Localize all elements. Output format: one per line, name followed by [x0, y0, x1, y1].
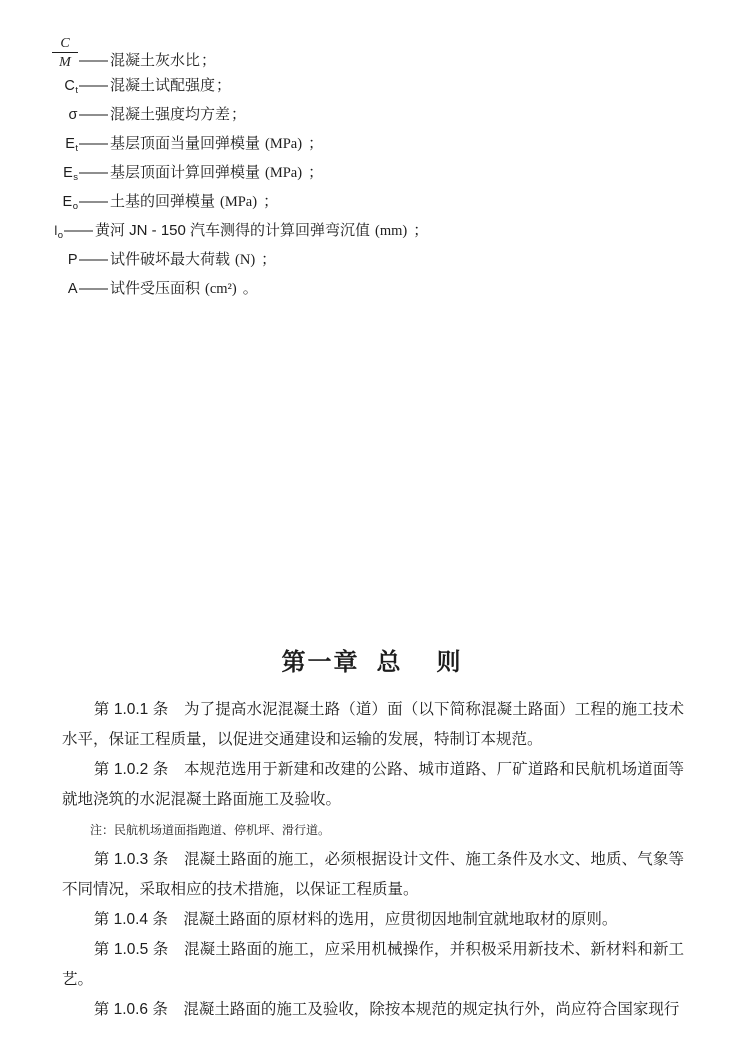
symbol-row-ct: [48, 71, 704, 100]
article-note: 注：民航机场道面指跑道、停机坪、滑行道。: [90, 823, 331, 837]
chapter-title-word-2: 则: [436, 649, 463, 676]
symbol-row-a: [48, 274, 704, 303]
symbol-unit: (cm²): [205, 281, 237, 297]
article-1-0-6: 第 1.0.6 条 混凝土路面的施工及验收，除按本规范的规定执行外，尚应符合国家现行: [93, 1001, 680, 1018]
em-dash: ——: [79, 77, 107, 94]
symbol-subscript: t: [75, 85, 78, 96]
symbol-row-es: [48, 158, 704, 187]
symbol-description: 基层顶面计算回弹模量: [110, 164, 261, 181]
symbol-unit: (mm): [375, 223, 408, 239]
em-dash: ——: [79, 280, 107, 297]
symbol-letter: A: [67, 281, 78, 297]
article-1-0-1: 第 1.0.1 条 为了提高水泥混凝土路（道）面（以下简称混凝土路面）工程的施工技术水平，保证工程质量，以促进交通建设和运输的发展，特制订本规范。: [62, 701, 684, 748]
symbol-subscript: s: [73, 172, 78, 183]
chapter-number: 第一章: [281, 649, 360, 676]
symbol-description: 基层顶面当量回弹模量: [110, 135, 261, 152]
symbol-punctuation: ；: [231, 106, 247, 123]
chapter-title-word-1: 总: [376, 649, 403, 676]
symbol-punctuation: 。: [242, 280, 258, 297]
symbol-letter: E: [62, 194, 73, 210]
em-dash: ——: [79, 193, 107, 210]
symbol-cell: [48, 275, 78, 304]
symbol-letter: l: [54, 223, 58, 238]
articles-section: [62, 695, 684, 1025]
em-dash: ——: [79, 135, 107, 152]
symbol-row-cm: [48, 24, 704, 71]
symbol-description: 试件破坏最大荷载: [110, 251, 231, 268]
symbol-unit: (N): [235, 252, 256, 268]
chapter-heading: [0, 642, 744, 677]
symbol-subscript: t: [75, 143, 78, 154]
symbol-subscript: o: [72, 201, 78, 212]
symbol-cell: [48, 36, 78, 71]
symbol-description: 混凝土灰水比: [110, 52, 201, 69]
article-1-0-5: 第 1.0.5 条 混凝土路面的施工，应采用机械操作，并积极采用新技术、新材料和新工艺。: [62, 941, 684, 988]
symbol-cell: [48, 246, 78, 275]
symbol-description: 黄河 JN - 150 汽车测得的计算回弹弯沉值: [95, 222, 371, 239]
symbol-unit: (MPa): [265, 136, 303, 152]
article-1-0-3: 第 1.0.3 条 混凝土路面的施工，必须根据设计文件、施工条件及水文、地质、气象等不同情况，采取相应的技术措施，以保证工程质量。: [62, 851, 684, 898]
article-1-0-2: 第 1.0.2 条 本规范选用于新建和改建的公路、城市道路、厂矿道路和民航机场道面等就地浇筑的水泥混凝土路面施工及验收。: [62, 761, 684, 808]
symbol-description: 土基的回弹模量: [110, 193, 216, 210]
symbol-row-et: [48, 129, 704, 158]
symbol-punctuation: ；: [263, 193, 279, 210]
symbol-punctuation: ；: [413, 222, 429, 239]
symbol-cell: [48, 188, 78, 218]
symbol-punctuation: ；: [201, 52, 217, 69]
em-dash: ——: [79, 106, 107, 123]
symbol-row-lo: [48, 216, 704, 245]
symbol-description: 试件受压面积: [110, 280, 201, 297]
em-dash: ——: [79, 164, 107, 181]
em-dash: ——: [79, 52, 107, 69]
symbol-punctuation: ；: [261, 251, 277, 268]
symbol-unit: (MPa): [220, 194, 258, 210]
symbol-subscript: o: [57, 230, 63, 241]
fraction-numerator: C: [60, 35, 70, 51]
symbol-row-eo: [48, 187, 704, 216]
symbol-cell: [48, 216, 63, 247]
symbol-definitions: [48, 24, 704, 303]
symbol-unit: (MPa): [265, 165, 303, 181]
symbol-cell: [48, 72, 78, 102]
symbol-punctuation: ；: [308, 164, 324, 181]
em-dash: ——: [79, 251, 107, 268]
symbol-letter: E: [63, 165, 73, 181]
fraction-bar: [52, 52, 78, 54]
symbol-description: 混凝土强度均方差: [110, 106, 231, 123]
symbol-cell: [48, 101, 78, 130]
symbol-description: 混凝土试配强度: [110, 77, 216, 94]
fraction-denominator: M: [59, 55, 71, 70]
article-1-0-4: 第 1.0.4 条 混凝土路面的原材料的选用，应贯彻因地制宜就地取材的原则。: [93, 911, 618, 928]
symbol-row-p: [48, 245, 704, 274]
symbol-punctuation: ；: [308, 135, 324, 152]
symbol-letter: C: [64, 78, 75, 94]
symbol-letter: P: [67, 252, 78, 268]
symbol-cell: [48, 130, 78, 160]
symbol-cell: [48, 159, 78, 189]
symbol-row-sigma: [48, 100, 704, 129]
symbol-punctuation: ；: [216, 77, 232, 94]
symbol-letter: E: [65, 136, 75, 152]
symbol-letter: σ: [68, 107, 78, 123]
em-dash: ——: [64, 222, 92, 239]
fraction-symbol: [52, 36, 78, 71]
